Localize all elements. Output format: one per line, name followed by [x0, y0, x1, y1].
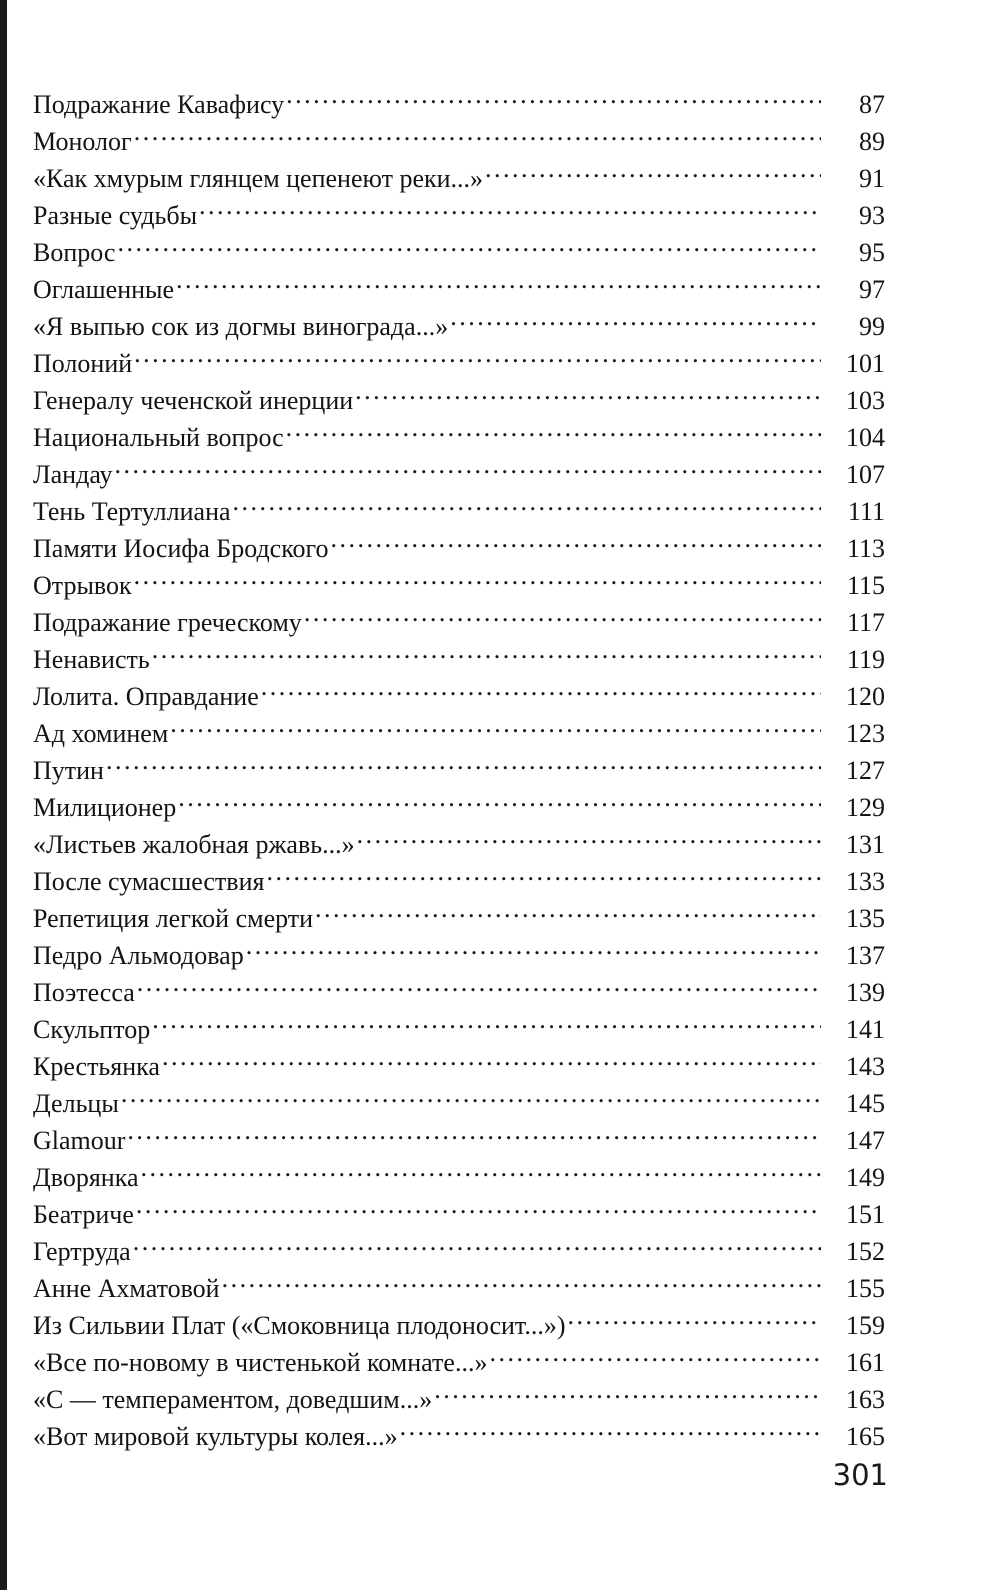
- dot-leader: [197, 187, 821, 224]
- toc-entry-title: «С — темпераментом, доведшим...»: [33, 1385, 433, 1414]
- dot-leader: [220, 1260, 821, 1297]
- page-edge-shadow: [0, 0, 7, 1590]
- toc-entry: [33, 631, 885, 674]
- toc-entry-page: 111: [847, 497, 885, 526]
- toc-entry-page: 131: [846, 830, 885, 859]
- toc-entry: [33, 1112, 885, 1155]
- toc-entry-title: «Вот мировой культуры колея...»: [33, 1422, 398, 1451]
- toc-entry-title: Национальный вопрос: [33, 423, 284, 452]
- toc-entry-title: Скульптор: [33, 1015, 151, 1044]
- dot-leader: [150, 1001, 821, 1038]
- toc-entry-title: Ландау: [33, 460, 113, 489]
- toc-entry: [33, 76, 885, 119]
- toc-entry: [33, 261, 885, 304]
- dot-leader: [353, 372, 821, 409]
- dot-leader: [150, 631, 821, 668]
- toc-entry-title: Отрывок: [33, 571, 132, 600]
- toc-entry-title: Лолита. Оправдание: [33, 682, 259, 711]
- toc-entry: [33, 1223, 885, 1266]
- toc-entry: [33, 1260, 885, 1303]
- dot-leader: [134, 1186, 821, 1223]
- dot-leader: [448, 298, 821, 335]
- toc-entry-page: 103: [846, 386, 885, 415]
- dot-leader: [119, 1075, 821, 1112]
- toc-entry-page: 165: [846, 1422, 885, 1451]
- toc-entry-title: После сумасшествия: [33, 867, 265, 896]
- toc-entry-page: 149: [846, 1163, 885, 1192]
- toc-entry: [33, 1186, 885, 1229]
- toc-entry-title: Вопрос: [33, 238, 116, 267]
- toc-entry-title: Дельцы: [33, 1089, 119, 1118]
- dot-leader: [132, 557, 821, 594]
- toc-entry: [33, 668, 885, 711]
- toc-entry-title: «Все по-новому в чистенькой комнате...»: [33, 1348, 488, 1377]
- toc-entry-title: «Как хмурым глянцем цепенеют реки...»: [33, 164, 484, 193]
- toc-entry-title: Ад хоминем: [33, 719, 169, 748]
- toc-entry: [33, 1075, 885, 1118]
- dot-leader: [231, 483, 821, 520]
- dot-leader: [284, 76, 821, 113]
- toc-entry-title: Подражание греческому: [33, 608, 302, 637]
- toc-entry-page: 99: [859, 312, 885, 341]
- toc-entry: [33, 964, 885, 1007]
- dot-leader: [132, 113, 821, 150]
- toc-entry-title: Поэтесса: [33, 978, 135, 1007]
- dot-leader: [125, 1112, 821, 1149]
- dot-leader: [115, 224, 821, 261]
- dot-leader: [259, 668, 821, 705]
- dot-leader: [355, 816, 821, 853]
- toc-entry-page: 127: [846, 756, 885, 785]
- toc-entry-title: Ненависть: [33, 645, 150, 674]
- toc-entry-title: Репетиция легкой смерти: [33, 904, 314, 933]
- toc-entry-page: 141: [846, 1015, 885, 1044]
- toc-entry-page: 133: [846, 867, 885, 896]
- toc-entry-title: Гертруда: [33, 1237, 131, 1266]
- dot-leader: [483, 150, 821, 187]
- toc-entry-title: Генералу чеченской инерции: [33, 386, 354, 415]
- toc-entry-page: 129: [846, 793, 885, 822]
- dot-leader: [566, 1297, 822, 1334]
- toc-entry-title: Памяти Иосифа Бродского: [33, 534, 329, 563]
- toc-entry-page: 93: [859, 201, 885, 230]
- toc-entry: [33, 113, 885, 156]
- toc-entry-page: 135: [846, 904, 885, 933]
- dot-leader: [284, 409, 821, 446]
- dot-leader: [132, 335, 821, 372]
- dot-leader: [174, 261, 821, 298]
- toc-entry-page: 151: [846, 1200, 885, 1229]
- toc-entry-title: Милиционер: [33, 793, 177, 822]
- dot-leader: [113, 446, 821, 483]
- dot-leader: [168, 705, 821, 742]
- dot-leader: [329, 520, 821, 557]
- toc-entry-title: Оглашенные: [33, 275, 175, 304]
- page-number: 301: [832, 1458, 888, 1492]
- toc-entry-title: Педро Альмодовар: [33, 941, 244, 970]
- toc-entry-page: 155: [846, 1274, 885, 1303]
- toc-entry: [33, 224, 885, 267]
- dot-leader: [244, 927, 821, 964]
- dot-leader: [104, 742, 821, 779]
- toc-entry-title: Путин: [33, 756, 104, 785]
- toc-entry-title: Glamour: [33, 1126, 126, 1155]
- toc-entry-title: Тень Тертуллиана: [33, 497, 231, 526]
- dot-leader: [302, 594, 821, 631]
- toc-entry-page: 137: [846, 941, 885, 970]
- toc-entry-page: 152: [846, 1237, 885, 1266]
- toc-entry-page: 113: [846, 534, 885, 563]
- toc-entry-title: Дворянка: [33, 1163, 139, 1192]
- toc-entry: [33, 594, 885, 637]
- toc-entry: [33, 446, 885, 489]
- dot-leader: [313, 890, 821, 927]
- toc-entry: [33, 483, 885, 526]
- toc-entry-title: Беатриче: [33, 1200, 134, 1229]
- toc-entry-page: 117: [846, 608, 885, 637]
- toc-entry: [33, 335, 885, 378]
- toc-entry-title: Крестьянка: [33, 1052, 160, 1081]
- toc-entry: [33, 742, 885, 785]
- dot-leader: [398, 1408, 821, 1445]
- toc-entry: [33, 1149, 885, 1192]
- dot-leader: [160, 1038, 821, 1075]
- dot-leader: [487, 1334, 821, 1371]
- toc-entry-page: 139: [846, 978, 885, 1007]
- toc-entry-page: 147: [846, 1126, 885, 1155]
- toc-entry-page: 87: [859, 90, 885, 119]
- dot-leader: [135, 964, 821, 1001]
- toc-entry-page: 123: [846, 719, 885, 748]
- toc-entry-page: 145: [846, 1089, 885, 1118]
- toc-entry-title: «Я выпью сок из догмы винограда...»: [33, 312, 449, 341]
- toc-entry-page: 120: [846, 682, 885, 711]
- toc-entry-page: 104: [846, 423, 885, 452]
- toc-entry-page: 163: [846, 1385, 885, 1414]
- toc-entry-title: Анне Ахматовой: [33, 1274, 220, 1303]
- toc-entry-page: 107: [846, 460, 885, 489]
- toc-entry-page: 89: [859, 127, 885, 156]
- toc-entry-page: 91: [859, 164, 885, 193]
- toc-entry: [33, 557, 885, 600]
- toc-entry-title: Из Сильвии Плат («Смоковница плодоносит...»): [33, 1311, 566, 1340]
- toc-entry: [33, 779, 885, 822]
- toc-entry-page: 97: [859, 275, 885, 304]
- toc-entry-page: 115: [846, 571, 885, 600]
- dot-leader: [432, 1371, 821, 1408]
- toc-entry-title: Полоний: [33, 349, 133, 378]
- dot-leader: [176, 779, 821, 816]
- toc-entry-title: «Листьев жалобная ржавь...»: [33, 830, 355, 859]
- dot-leader: [139, 1149, 822, 1186]
- toc-entry-page: 95: [859, 238, 885, 267]
- toc-entry-title: Разные судьбы: [33, 201, 198, 230]
- toc-entry-page: 143: [846, 1052, 885, 1081]
- toc-entry-page: 101: [846, 349, 885, 378]
- toc-entry: [33, 150, 885, 193]
- toc-entry-page: 119: [846, 645, 885, 674]
- toc-entry: [33, 372, 885, 415]
- toc-entry-page: 159: [846, 1311, 885, 1340]
- toc-entry: [33, 1038, 885, 1081]
- toc-entry-page: 161: [846, 1348, 885, 1377]
- dot-leader: [131, 1223, 821, 1260]
- toc-entry-title: Монолог: [33, 127, 132, 156]
- dot-leader: [264, 853, 821, 890]
- table-of-contents: [33, 76, 885, 1451]
- toc-entry-title: Подражание Кавафису: [33, 90, 285, 119]
- toc-entry: [33, 1001, 885, 1044]
